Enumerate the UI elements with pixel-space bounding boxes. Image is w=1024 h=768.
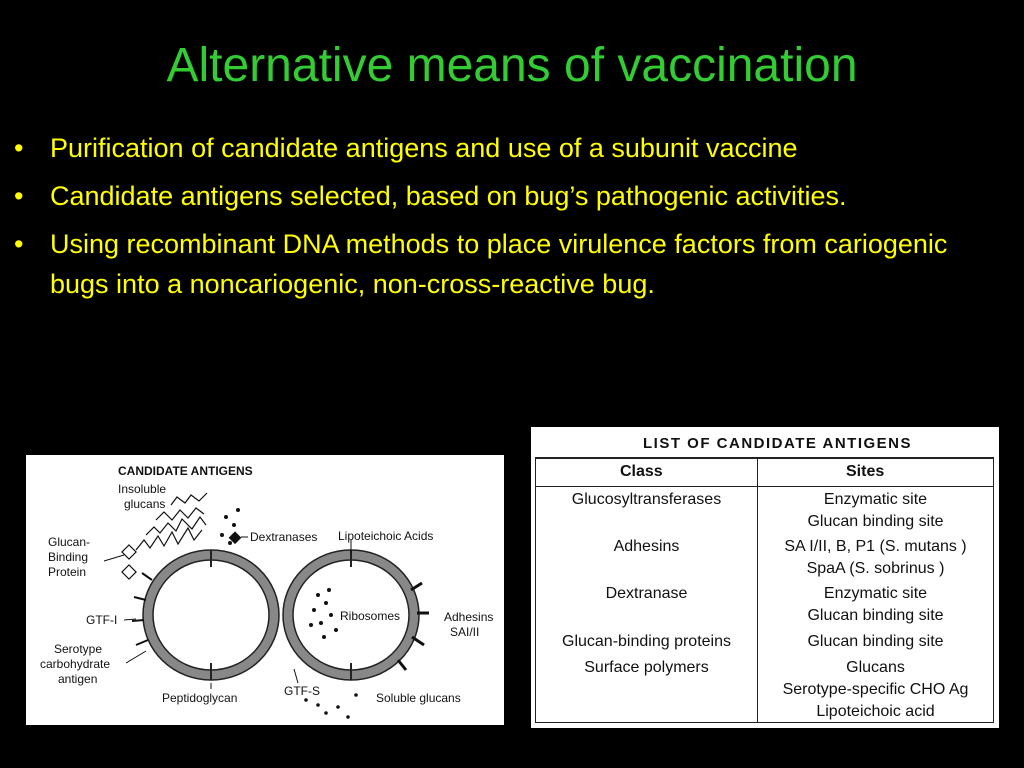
- table-cell-site: Lipoteichoic acid: [816, 703, 935, 720]
- column-header-class: Class: [620, 463, 663, 480]
- label-peptidoglycan: Peptidoglycan: [162, 691, 238, 705]
- label-serotype-1: Serotype: [54, 642, 103, 656]
- table-cell-class: Dextranase: [605, 585, 688, 602]
- bullet-item: [14, 176, 974, 216]
- table-cell-site: Enzymatic site: [823, 585, 928, 602]
- table-cell-site: SA I/II, B, P1 (S. mutans ): [784, 538, 967, 555]
- column-header-sites: Sites: [846, 463, 885, 480]
- gbp-diamond: [122, 545, 136, 559]
- label-dextranases: Dextranases: [250, 530, 318, 544]
- label-glucan-3: Protein: [48, 565, 87, 579]
- bullet-list: [14, 128, 974, 312]
- gbp-diamond: [122, 565, 136, 579]
- label-glucan-1: Glucan-: [48, 535, 91, 549]
- slide-title: Alternative means of vaccination: [166, 39, 858, 92]
- table-cell-site: Glucan binding site: [807, 607, 944, 624]
- label-ribosomes: Ribosomes: [340, 609, 401, 623]
- figure-heading: CANDIDATE ANTIGENS: [118, 464, 253, 478]
- bullet-dot: •: [14, 181, 24, 211]
- label-soluble-glucans: Soluble glucans: [376, 691, 461, 705]
- candidate-antigens-diagram: [26, 455, 504, 725]
- table-cell-site: Glucans: [846, 659, 905, 676]
- table-cell-site: SpaA (S. sobrinus ): [806, 560, 945, 577]
- label-glucan-2: Binding: [48, 550, 89, 564]
- label-adhesins-2: SAI/II: [450, 625, 480, 639]
- label-gtf-s: GTF-S: [284, 684, 320, 698]
- table-cell-site: Serotype-specific CHO Ag: [782, 681, 969, 698]
- bullet-text: Using recombinant DNA methods to place virulence factors from cariogenic bugs into a noncariogenic, non-cross-reactive bug.: [50, 229, 948, 299]
- label-lipoteichoic: Lipoteichoic Acids: [338, 529, 434, 543]
- bullet-item: [14, 128, 974, 168]
- table-cell-class: Surface polymers: [584, 659, 709, 676]
- table-cell-class: Adhesins: [613, 538, 680, 555]
- table-cell-site: Glucan binding site: [807, 633, 944, 650]
- bacteria-diagram-svg: [26, 455, 504, 725]
- table-cell-class: Glucosyltransferases: [571, 491, 722, 508]
- bullet-dot: •: [14, 133, 24, 163]
- label-serotype-3: antigen: [58, 672, 98, 686]
- label-adhesins-1: Adhesins: [444, 610, 494, 624]
- bullet-item: [14, 224, 974, 304]
- table-cell-site: Enzymatic site: [823, 491, 928, 508]
- header-divider: [536, 486, 993, 487]
- table-cell-site: Glucan binding site: [807, 513, 944, 530]
- label-gtf-i: GTF-I: [86, 613, 118, 627]
- label-insoluble-1: Insoluble: [118, 482, 167, 496]
- candidate-antigens-table: [531, 427, 999, 728]
- table-frame: [535, 457, 994, 723]
- bullet-text: Purification of candidate antigens and use of a subunit vaccine: [50, 133, 798, 163]
- bullet-text: Candidate antigens selected, based on bug’s pathogenic activities.: [50, 181, 847, 211]
- cell-inner-left: [153, 560, 269, 670]
- table-caption: LIST OF CANDIDATE ANTIGENS: [643, 435, 912, 452]
- label-insoluble-2: glucans: [124, 497, 166, 511]
- table-cell-class: Glucan-binding proteins: [562, 633, 731, 650]
- label-serotype-2: carbohydrate: [40, 657, 111, 671]
- bullet-dot: •: [14, 229, 24, 259]
